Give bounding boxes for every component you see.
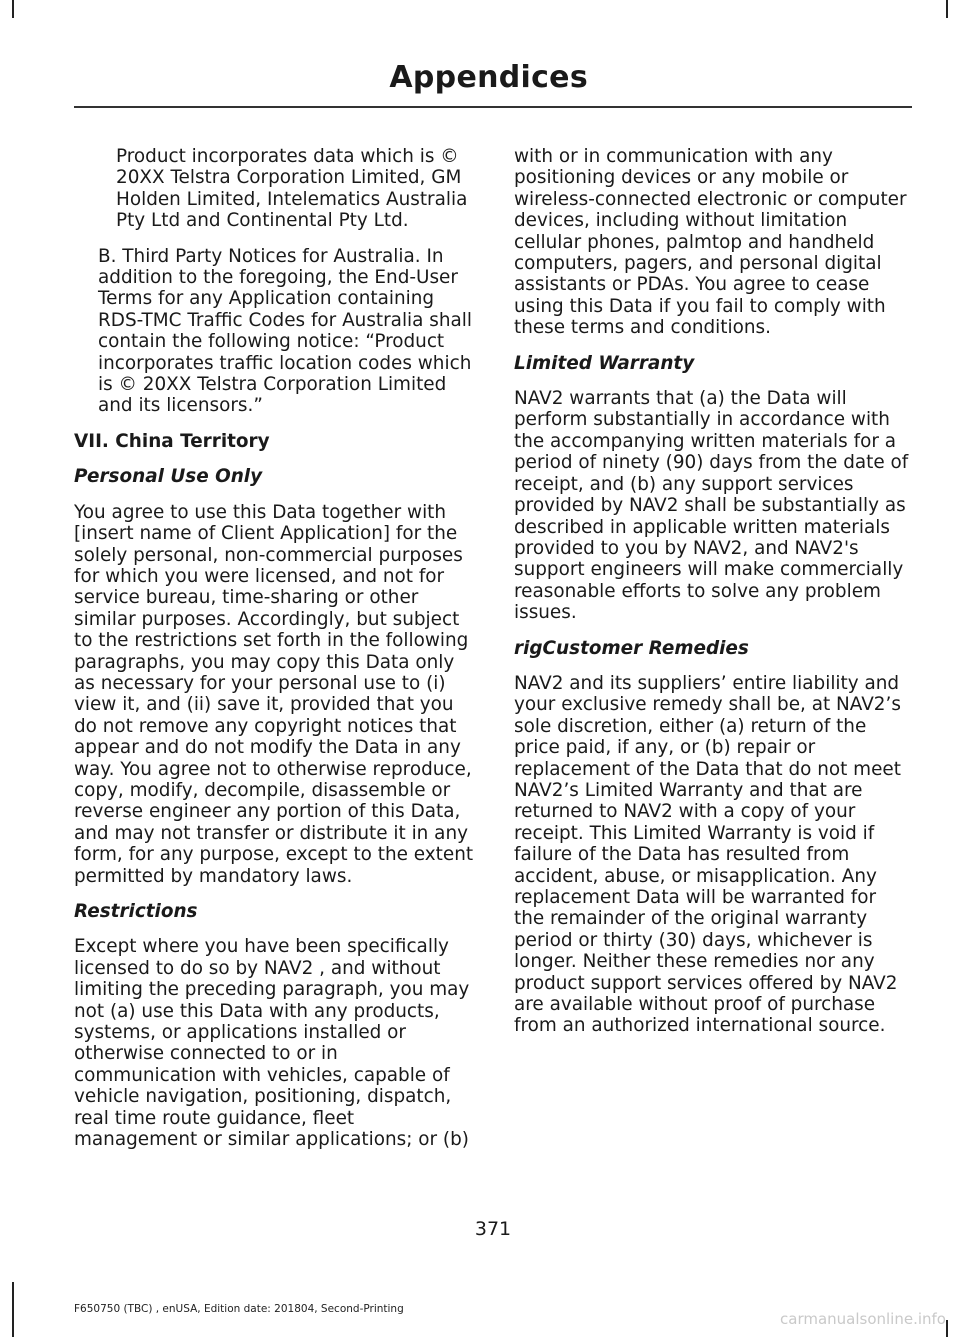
crop-mark-top-left xyxy=(12,0,14,18)
crop-mark-top-right xyxy=(946,0,948,18)
paragraph: with or in communication with any positioning devices or any mobile or wireless-connected electronic or computer devices, including without limitation cellular phones, palmtop and handheld computers, pagers, and personal digital assistants or PDAs. You agree to cease using this Data if you fail to comply with these terms and conditions. xyxy=(514,146,907,339)
paragraph: Except where you have been specifically licensed to do so by NAV2 , and without limiting the preceding paragraph, you may not (a) use this Data with any products, systems, or applications installed or otherwise connected to or in communication with vehicles, capable of vehicle navigation, positioning, dispatch, real time route guidance, fleet management or similar applications; or (b) xyxy=(74,936,470,1151)
page-title: Appendices xyxy=(389,60,588,95)
section-heading: Limited Warranty xyxy=(514,352,695,374)
section-heading: rigCustomer Remedies xyxy=(514,637,749,659)
paragraph: NAV2 and its suppliers’ entire liability and your exclusive remedy shall be, at NAV2’s sole discretion, either (a) return of the price paid, if any, or (b) repair or replacement of the Data that do not meet NAV2’s Limited Warranty and that are returned to NAV2 with a copy of your receipt. This Limited Warranty is void if failure of the Data has resulted from accident, abuse, or misapplication. Any replacement Data will be warranted for the remainder of the original warranty period or thirty (30) days, whichever is longer. Neither these remedies nor any product support services offered by NAV2 are available without proof of purchase from an authorized international source. xyxy=(514,672,901,1037)
paragraph: You agree to use this Data together with [insert name of Client Application] for the solely personal, non-commercial purposes for which you were licensed, and not for service bureau, time-sharing or other similar purposes. Accordingly, but subject to the restrictions set forth in the following paragraphs, you may copy this Data only as necessary for your personal use to (i) view it, and (ii) save it, provided that you do not remove any copyright notices that appear and do not modify the Data in any way. You agree not to otherwise reproduce, copy, modify, decompile, disassemble or reverse engineer any portion of this Data, and may not transfer or distribute it in any form, for any purpose, except to the extent permitted by mandatory laws. xyxy=(74,501,474,887)
edition-footer: F650750 (TBC) , enUSA, Edition date: 201804, Second-Printing xyxy=(74,1303,404,1315)
header-divider xyxy=(74,106,912,108)
section-heading: Personal Use Only xyxy=(74,466,263,488)
right-column xyxy=(514,146,912,1051)
section-heading: VII. China Territory xyxy=(74,430,270,452)
paragraph: Product incorporates data which is © 20XX Telstra Corporation Limited, GM Holden Limited, Intelematics Australia Pty Ltd and Continental Pty Ltd. xyxy=(116,146,468,232)
crop-mark-bottom-left xyxy=(12,1282,14,1337)
paragraph: B. Third Party Notices for Australia. In addition to the foregoing, the End-User Terms for any Application containing RDS-TMC Traffic Codes for Australia shall contain the following notice: “Product incorporates traffic location codes which is © 20XX Telstra Corporation Limited and its licensors.” xyxy=(98,245,473,417)
crop-mark-bottom-right xyxy=(946,1320,948,1337)
watermark: carmanualsonline.info xyxy=(780,1310,946,1328)
paragraph: NAV2 warrants that (a) the Data will perform substantially in accordance with the accompanying written materials for a period of ninety (90) days from the date of receipt, and (b) any support services provided by NAV2 shall be substantially as described in applicable written materials provided to you by NAV2, and NAV2's support engineers will make commercially reasonable efforts to solve any problem issues. xyxy=(514,388,909,624)
page-number: 371 xyxy=(474,1218,512,1240)
left-column xyxy=(74,146,476,1164)
section-heading: Restrictions xyxy=(74,901,198,922)
